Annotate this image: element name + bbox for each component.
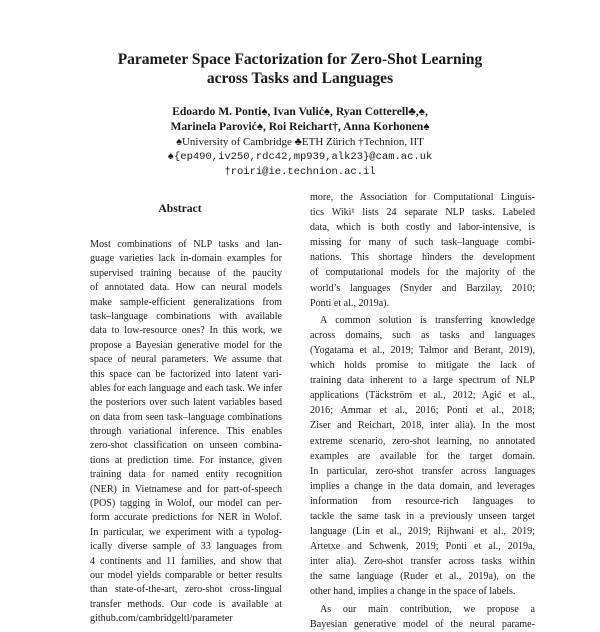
body-line: Artetxe and Schwenk, 2019; Ponti et al., 2019a, [310,541,535,553]
abstract-line: training data for named entity recognition [90,469,282,481]
body-line: language (Lin et al., 2019; Rijhwani et al., 2019; [310,526,535,538]
body-line: applications (Täckström et al., 2012; Agić et al., [310,390,535,402]
body-line: implies a change in the data domain, and leverages [310,480,535,492]
abstract-line: task–language combinations with available [90,310,282,322]
body-line: training data inherent to a large spectrum of NLP [310,375,535,387]
title-line-1: Parameter Space Factorization for Zero-Shot Learning [117,51,483,68]
abstract-heading: Abstract [158,202,202,215]
abstract-line: propose a Bayesian generative model for the [90,339,282,351]
abstract-line: ically diverse sample of 33 languages from [90,541,282,553]
abstract-line: Most combinations of NLP tasks and lan- [90,239,282,250]
body-line: extreme scenario, zero-shot learning, no annotated [310,435,535,447]
abstract-line: of annotated data. How can neural models [90,282,282,294]
abstract-line: make sample-efficient generalizations from [90,296,282,308]
authors-line-2: Marinela Parović♠, Roi Reichart†, Anna Korhonen♠ [170,120,430,133]
body-line: nations. This shortage hinders the development [310,252,535,264]
body-line: missing for many of such task–language combi- [310,237,535,249]
body-line: As our main contribution, we propose a [320,603,535,615]
body-line: of computational models for the majority of the [310,267,535,279]
abstract-line: form accurate predictions for NER in Wolof. [90,512,282,524]
abstract-line: supervised training because of the paucity [90,267,282,279]
body-line: which holds promise to mitigate the lack of [310,360,535,372]
abstract-line: on data from seen task–language combinations [90,411,282,423]
abstract-line: In particular, we experiment with a typolog- [90,526,282,538]
body-line: (Yogatama et al., 2019; Talmor and Berant, 2019), [310,344,535,356]
body-line: the same language (Ruder et al., 2019a), on the [310,571,535,583]
affiliation-institutions: ♠University of Cambridge ♣ETH Zürich †Technion, IIT [176,136,424,148]
body-line: A common solution is transferring knowledge [320,314,535,326]
body-line: In particular, zero-shot transfer across languages [310,465,535,477]
abstract-line: data to low-resource ones? In this work, we [90,325,282,337]
abstract-line: zero-shot classification on unseen combina- [90,440,282,452]
paper-title [60,50,540,88]
abstract-line: ables for each language and each task. We infer [90,382,282,394]
body-line: information from resource-rich languages to [310,495,535,507]
body-line: across domains, such as tasks and languages [310,329,535,341]
abstract-line: the posteriors over such latent variables based [90,397,282,409]
abstract-line: than state-of-the-art, zero-shot cross-lingual [90,584,282,596]
body-line: Bayesian generative model of the neural parame- [310,618,535,630]
abstract-line: through variational inference. This enables [90,426,282,438]
abstract-line: github.com/cambridgeltl/parameter [90,613,233,625]
abstract-line: our model yields comparable or better results [90,569,282,581]
author-list [60,104,540,134]
body-line: examples are available for the target domain. [310,450,535,462]
abstract-body [90,238,282,627]
abstract-line: this space can be factorized into latent vari- [90,368,282,380]
body-line: Ziser and Reichart, 2018, inter alia). In the most [310,420,535,432]
body-line: world’s languages (Snyder and Barzilay, 2010; [310,282,535,294]
abstract-line: transfer methods. Our code is available at [90,598,282,610]
title-line-2: across Tasks and Languages [206,70,394,87]
abstract-line: 4 continents and 11 families, and show that [90,555,282,567]
affiliation-email-technion: †roiri@ie.technion.ac.il [224,166,376,178]
body-line: Ponti et al., 2019a). [310,297,390,309]
body-line: data, which is both costly and labor-intensive, is [310,222,535,234]
abstract-line: (POS) tagging in Wolof, our model can per- [90,498,282,510]
affiliations [60,135,540,180]
affiliation-email-cambridge: ♠{ep490,iv250,rdc42,mp939,alk23}@cam.ac.uk [167,151,433,163]
abstract-line: tions at prediction time. For instance, given [90,454,282,466]
body-line: tics Wiki¹ lists 24 separate NLP tasks. Labeled [310,207,535,219]
body-column-right [310,190,535,632]
body-line: more, the Association for Computational Linguis- [310,192,535,203]
body-line: inter alia). Zero-shot transfer across tasks within [310,556,535,568]
body-line: 2016; Ammar et al., 2016; Ponti et al., 2018; [310,405,535,417]
abstract-line: (NER) in Vietnamese and for part-of-speech [90,483,282,495]
abstract-line: space of neural parameters. We assume that [90,354,282,366]
body-line: other hand, implies a change in the space of labels. [310,586,516,598]
abstract-line: guage varieties lack in-domain examples for [90,253,282,265]
body-line: tackle the same task in a previously unseen target [310,510,535,522]
authors-line-1: Edoardo M. Ponti♠, Ivan Vulić♠, Ryan Cotterell♣,♠, [172,105,428,118]
